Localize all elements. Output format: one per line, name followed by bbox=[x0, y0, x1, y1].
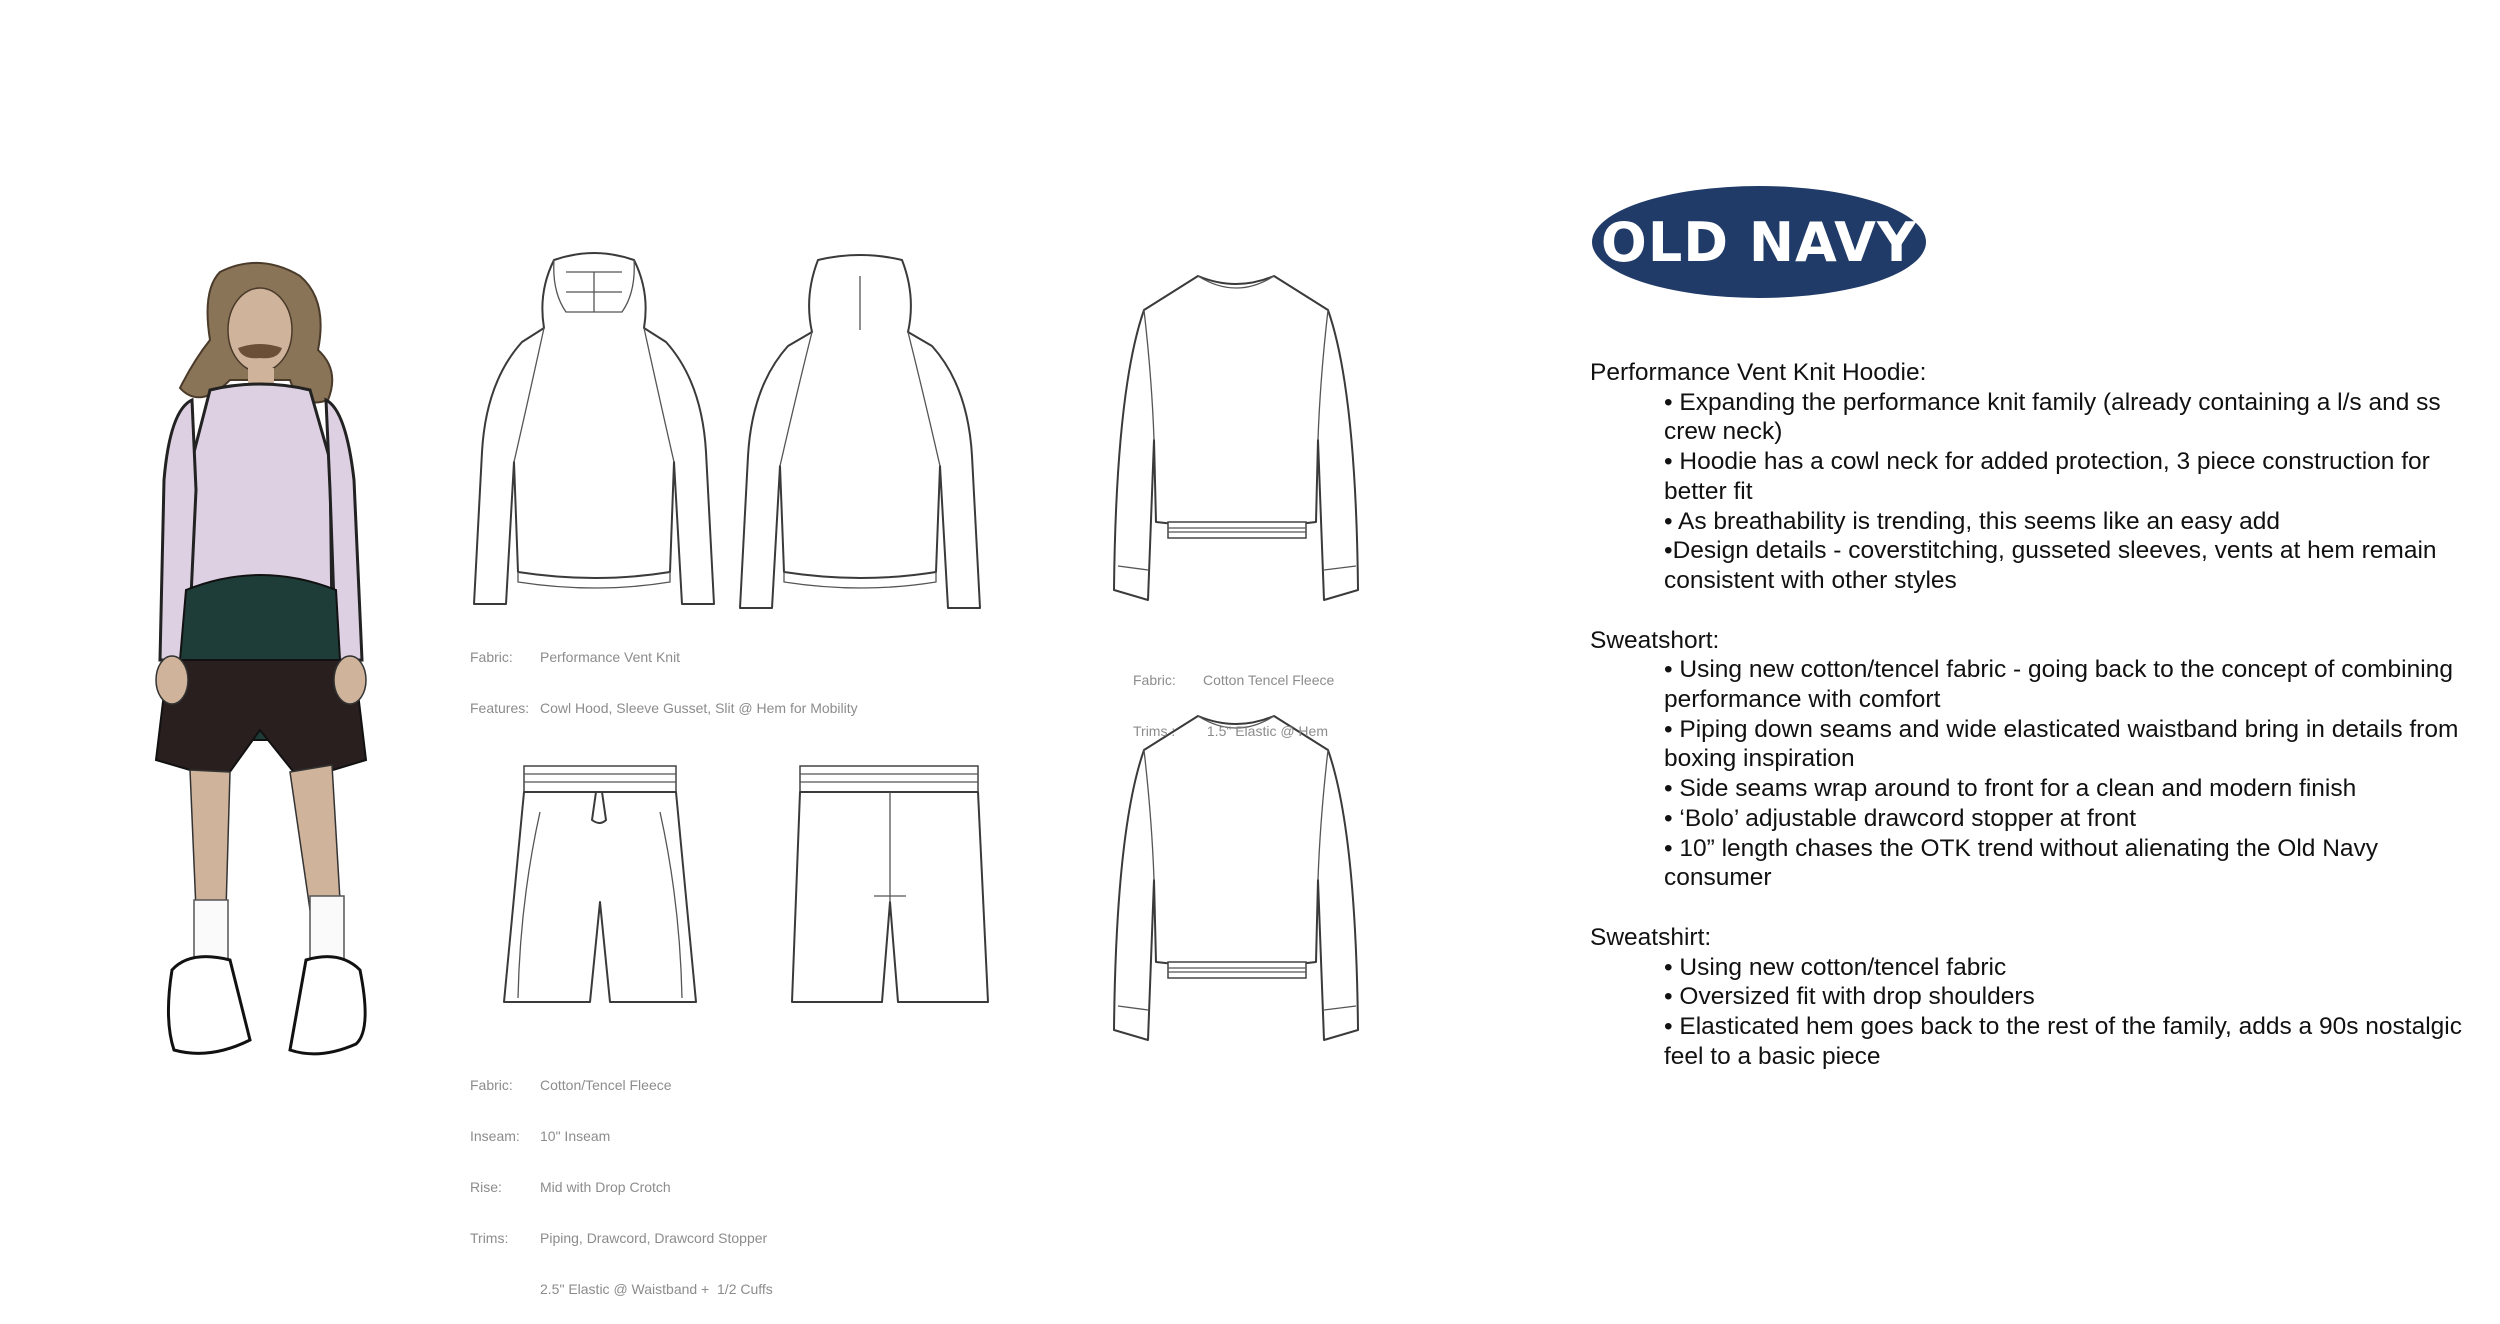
section-title: Performance Vent Knit Hoodie: bbox=[1590, 359, 1927, 386]
shorts-back-flat bbox=[788, 762, 992, 1012]
note-bullet: •Design details - coverstitching, gusseted sleeves, vents at hem remain consistent with other styles bbox=[1664, 537, 2437, 594]
note-bullet: • Piping down seams and wide elasticated waistband bring in details from boxing inspiration bbox=[1664, 715, 2459, 773]
shorts-front-flat bbox=[500, 762, 700, 1012]
note-bullet: • 10” length chases the OTK trend without alienating the Old Navy consumer bbox=[1664, 834, 2379, 892]
hoodie-back-flat bbox=[732, 256, 988, 612]
hoodie-notes bbox=[1590, 358, 2470, 596]
note-bullet: • Side seams wrap around to front for a clean and modern finish bbox=[1664, 775, 2357, 803]
design-notes bbox=[1590, 358, 2470, 1101]
old-navy-logo bbox=[1592, 186, 1926, 298]
note-bullet: • Hoodie has a cowl neck for added protection, 3 piece construction for better fit bbox=[1664, 448, 2430, 505]
hoodie-spec-caption: Fabric: Performance Vent Knit Features: Cowl Hood, Sleeve Gusset, Slit @ Hem for Mobility bbox=[470, 649, 858, 716]
note-bullet: • Using new cotton/tencel fabric - going back to the concept of combining performance with comfort bbox=[1664, 656, 2453, 714]
section-title: Sweatshirt: bbox=[1590, 923, 1712, 951]
sweatshort-notes bbox=[1590, 626, 2470, 893]
section-title: Sweatshort: bbox=[1590, 626, 1720, 654]
fashion-figure-illustration bbox=[150, 260, 450, 1100]
sweatshirt-front-flat-bottom bbox=[1108, 710, 1364, 1046]
note-bullet: • Oversized fit with drop shoulders bbox=[1664, 983, 2035, 1011]
sweatshirt-spec-caption: Fabric: Cotton Tencel Fleece Trims : 1.5" Elastic @ Hem bbox=[1133, 672, 1335, 739]
logo-text: OLD NAVY bbox=[1600, 210, 1918, 274]
hoodie-front-flat bbox=[466, 252, 722, 612]
note-bullet: • As breathability is trending, this seems like an easy add bbox=[1664, 507, 2280, 535]
note-bullet: • ‘Bolo’ adjustable drawcord stopper at front bbox=[1664, 804, 2137, 832]
note-bullet: • Expanding the performance knit family (already containing a l/s and ss crew neck) bbox=[1664, 388, 2441, 446]
sweatshirt-front-flat-top bbox=[1108, 270, 1364, 606]
sweatshirt-notes bbox=[1590, 923, 2470, 1072]
shorts-spec-caption: Fabric: Cotton/Tencel Fleece Inseam: 10" Inseam Rise: Mid with Drop Crotch Trims: Piping, Drawcord, Drawcord Stopper 2.5" Elastic @ Waistband + 1/2 Cuffs bbox=[470, 1077, 773, 1297]
note-bullet: • Using new cotton/tencel fabric bbox=[1664, 953, 2007, 981]
note-bullet: • Elasticated hem goes back to the rest of the family, adds a 90s nostalgic feel to a basic piece bbox=[1664, 1013, 2462, 1070]
